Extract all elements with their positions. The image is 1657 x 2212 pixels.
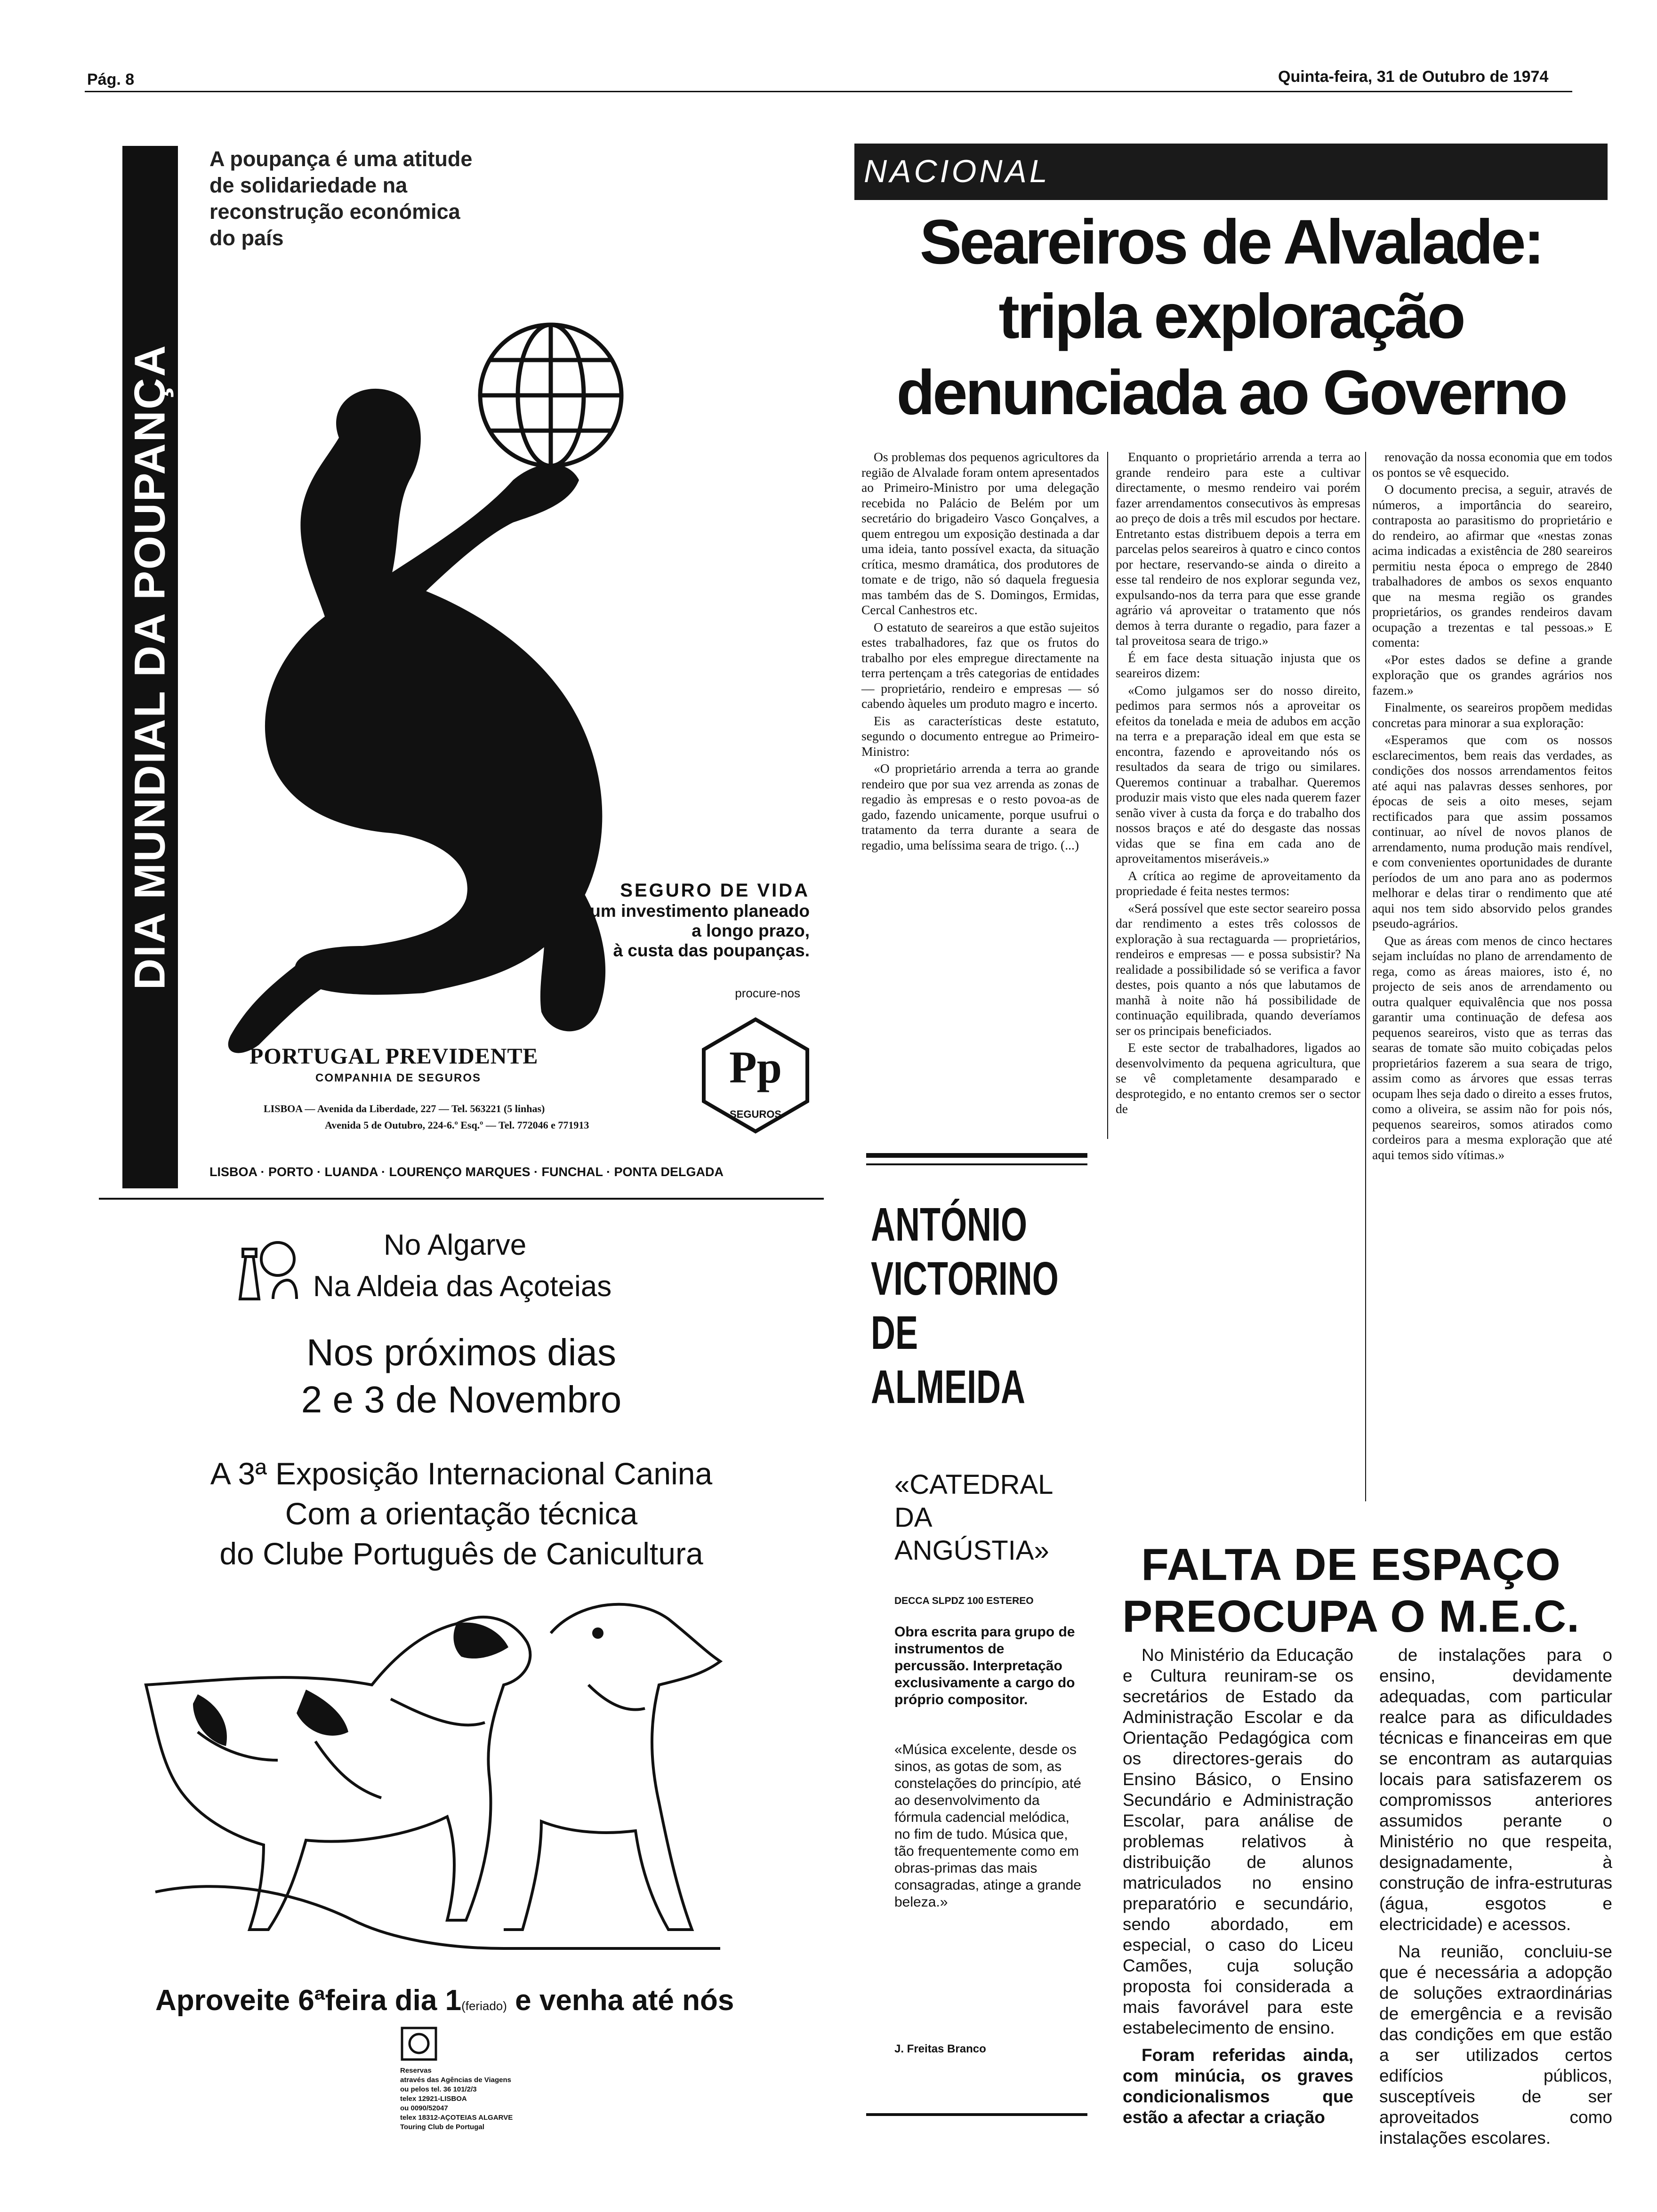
article-para: O estatuto de seareiros a que estão sujeitos estes trabalhadores, faz que os frutos do trabalho por eles empregue directamente na terra pertençam a três categorias de entidades — proprietário, rendeiro e empresas — só cabendo àqueles um produto magro e incerto. <box>861 619 1099 711</box>
globe-icon <box>480 325 621 466</box>
article-para: O documento precisa, a seguir, através de números, a importância do seareiro, contraposta ao parasitismo do proprietário e do rendeiro, ao afirmar que «nestas zonas acima indicadas a existência de 280 seareiros permitiu nesta época o emprego de 2840 trabalhadores de ambos os sexos enquanto que na mesma região os grandes proprietários, os grandes rendeiros davam ocupação a trezentas e tal pessoas.» E comenta: <box>1372 482 1612 649</box>
composer-name <box>871 1198 1059 1414</box>
savings-slogan: A poupança é uma atitude de solidariedade na reconstrução económica do país <box>209 147 473 250</box>
booking-info <box>400 2066 513 2132</box>
two-dogs-illustration <box>127 1591 810 1958</box>
composer-name-line: DE <box>871 1306 918 1359</box>
ad-line-1: No Algarve <box>384 1229 527 1261</box>
header-rule <box>85 91 1572 92</box>
column-rule-1 <box>1107 452 1108 1139</box>
bottom-slogan <box>155 1984 814 2017</box>
composer-name-line: ALMEIDA <box>871 1361 1025 1413</box>
vertical-title-band <box>122 146 178 1188</box>
album-top-rule <box>866 1153 1087 1158</box>
mec-headline-2: PREOCUPA O M.E.C. <box>1122 1591 1580 1642</box>
kneeling-figure-illustration <box>212 259 800 1097</box>
headline-line-2: tripla exploração <box>998 281 1464 352</box>
bottom-slogan-small: (feriado) <box>461 1999 507 2013</box>
article-para: Que as áreas com menos de cinco hectares sejam incluídas no plano de arrendamento de rega, como as áreas maiores, isto é, no projecto de seis anos de arrendamento ou outra qualquer equivalência que nos possa garantir uma continuação de defesa aos pequenos seareiros, visto que as terras das searas de tomate são muito cobiçadas pelos proprietários fazerem a sua seara de trigo, assim como as árvores que essas terras ocupam lhes seja dado o direito a esses frutos, como a oliveira, se assim não for pois nós, pequenos seareiros, somos atirados como cordeiros para a mesma exploração que até aqui temos sido vítimas.» <box>1372 933 1612 1162</box>
article-para: renovação da nossa economia que em todos os pontos se vê esquecido. <box>1372 449 1612 480</box>
ad-line-5: A 3ª Exposição Internacional Canina <box>210 1456 713 1491</box>
mec-para: No Ministério da Educação e Cultura reuniram-se os secretários de Estado da Administração Escolar e da Orientação Pedagógica com os directores-gerais do Ensino Básico, o Ensino Secundário e Administração Escolar, para análise de problemas relativos à distribuição de alunos matriculados no ensino preparatório e secundário, sendo abordado, em especial, o caso do Liceu Camões, cuja solução proposta foi considerada a mais favorável para este estabelecimento de ensino. <box>1123 1645 1353 2037</box>
article-para: «Por estes dados se define a grande exploração que os grandes agrários nos fazem.» <box>1372 652 1612 697</box>
section-banner <box>854 144 1608 200</box>
company-address-2: Avenida 5 de Outubro, 224-6.º Esq.º — Tel. 772046 e 771913 <box>325 1119 589 1131</box>
company-subtitle: COMPANHIA DE SEGUROS <box>315 1072 482 1084</box>
booking-line-7: Touring Club de Portugal <box>400 2123 484 2131</box>
article-para: «Será possível que este sector seareiro possa dar rendimento a estes três colossos de exploração à sua rectaguarda — proprietários, rendeiros e empresas — e possa subsistir? Na realidade a possibilidade só se verifica a favor destes, pois quanto a nós que labutamos de manhã à noite não há possibilidade de continuação equilibrada, quando deveríamos ser os principais beneficiados. <box>1116 900 1360 1038</box>
office-cities: LISBOA · PORTO · LUANDA · LOURENÇO MARQUES · FUNCHAL · PONTA DELGADA <box>209 1165 724 1179</box>
mec-para: Na reunião, concluiu-se que é necessária a adopção de soluções extraordinárias de emergência e a revisão das condições em que estão a ser utilizados certos edifícios públicos, susceptíveis de ser aproveitados como instalações escolares. <box>1379 1942 1612 2148</box>
article-para: «Como julgamos ser do nosso direito, pedimos para sermos nós a aproveitar os efeitos da tonelada e meia de adubos em acção na terra e a preparação ideal em que esta se encontra, fazendo e aproveitando nós os resultados da seara de trigo ou similares. Queremos continuar a trabalhar. Queremos produzir mais visto que eles nada querem fazer senão viver à custa da força e do trabalho dos nossos braços e até do desgaste das nossas vidas que se fina em cada ano de aproveitamentos miseráveis.» <box>1116 682 1360 866</box>
issue-date: Quinta-feira, 31 de Outubro de 1974 <box>1278 68 1549 86</box>
article-para: «Esperamos que com os nossos esclarecimentos, bem reais das verdades, as condições dos nossos arrendamentos feitos até aqui nas palavras desses senhores, por épocas de seis a oito meses, sejam rectificados para que assim possamos continuar, ao nível de novos planos de arrendamento, numa produção mais rendível, e com convenientes oportunidades de durante períodos de um ano para ano as podermos melhorar e delas tirar o rendimento que até aqui nos tem sido absorvido pelos grandes pseudo-agrários. <box>1372 732 1612 930</box>
booking-line-2: através das Agências de Viagens <box>400 2076 511 2084</box>
procure-nos: procure-nos <box>735 986 800 1000</box>
vertical-title: DIA MUNDIAL DA POUPANÇA <box>126 344 174 990</box>
insurance-heading: SEGURO DE VIDA <box>620 880 810 901</box>
ad-line-4: 2 e 3 de Novembro <box>301 1378 622 1420</box>
company-name: PORTUGAL PREVIDENTE <box>249 1044 539 1069</box>
mec-para: Foram referidas ainda, com minúcia, os graves condicionalismos que estão a afectar a criação <box>1123 2045 1353 2127</box>
booking-line-4: telex 12921-LISBOA <box>400 2095 467 2103</box>
page-number: Pág. 8 <box>87 71 135 88</box>
article-para: É em face desta situação injusta que os seareiros dizem: <box>1116 650 1360 680</box>
ad-line-3: Nos próximos dias <box>306 1331 616 1373</box>
insurance-block <box>447 880 810 961</box>
mec-para: de instalações para o ensino, devidamente adequadas, com particular realce para as dificuldades técnicas e financeiras em que se encontram as autarquias locais para satisfazerem os compromissos anteriores assumidos perante o Ministério no que respeita, designadamente, à construção de infra-estruturas (água, esgotos e electricidade) e acessos. <box>1379 1645 1612 1934</box>
bottom-slogan-a: Aproveite 6ªfeira dia 1 <box>155 1984 462 2017</box>
article-para: «O proprietário arrenda a terra ao grande rendeiro que por sua vez arrenda as zonas de regadio às empresas e o resto povoa-as de gado, fazendo unicamente, porque usufrui o tratamento da terra durante a seara de regadio, uma belíssima seara de trigo. (...) <box>861 761 1099 852</box>
ad-divider <box>99 1198 824 1200</box>
article-col-2 <box>1116 449 1360 1119</box>
touring-club-logo <box>400 2026 438 2061</box>
article-para: Finalmente, os seareiros propõem medidas concretas para minorar a sua exploração: <box>1372 700 1612 730</box>
insurance-line-2: a longo prazo, <box>692 921 810 940</box>
article-para: E este sector de trabalhadores, ligados ao desenvolvimento da pequena agricultura, que se vê completamente desamparado e desprotegido, e no entanto cremos ser o sector de <box>1116 1040 1360 1116</box>
headline-line-1: Seareiros de Alvalade: <box>919 207 1543 277</box>
savings-ad <box>118 141 824 1191</box>
article-col-1 <box>861 449 1099 855</box>
ad-line-7: do Clube Português de Canicultura <box>219 1536 703 1571</box>
ad-line-2: Na Aldeia das Açoteias <box>313 1270 612 1303</box>
bottom-slogan-b: e venha até nós <box>515 1984 734 2017</box>
pp-logo-text: Pp <box>729 1042 782 1092</box>
ad-line-6: Com a orientação técnica <box>285 1496 638 1531</box>
pp-logo-sub: SEGUROS <box>729 1108 782 1120</box>
article-para: Enquanto o proprietário arrenda a terra ao grande rendeiro para este a cultivar directamente, o mesmo rendeiro vai porém fazer arrendamentos consecutivos às empresas ao preço de dois a três mil escudos por hectare. Entretanto estas distribuem depois a terra em parcelas pelos seareiros à quatro e cinco contos por hectare, reservando-se ainda o direito a esse tal rendeiro de nos explorar segunda vez, expulsando-nos da terra para que esse grande agrário vá aproveitar o tratamento que nós demos à terra durante o regadio, para fazer a tal proveitosa seara de trigo.» <box>1116 449 1360 648</box>
album-author: J. Freitas Branco <box>894 2043 986 2055</box>
lighthouse-sun-icon <box>226 1238 306 1304</box>
mec-col-1 <box>1123 1645 1353 2134</box>
album-bottom-rule <box>866 2113 1087 2116</box>
insurance-line-3: à custa das poupanças. <box>613 941 810 960</box>
company-address-1: LISBOA — Avenida da Liberdade, 227 — Tel. 563221 (5 linhas) <box>264 1103 545 1114</box>
booking-line-6: telex 18312-AÇOTEIAS ALGARVE <box>400 2114 513 2122</box>
insurance-line-1: é um investimento planeado <box>575 901 810 921</box>
mec-col-2 <box>1379 1645 1612 2155</box>
album-top-rule <box>866 1163 1087 1165</box>
booking-line-1: Reservas <box>400 2067 432 2075</box>
article-col-3 <box>1372 449 1612 1164</box>
album-box <box>866 1153 1087 2123</box>
dog-show-ad <box>99 1205 824 2174</box>
composer-name-line: ANTÓNIO <box>871 1198 1027 1251</box>
composer-name-line: VICTORINO <box>871 1252 1059 1305</box>
article-para: Os problemas dos pequenos agricultores da região de Alvalade foram ontem apresentados ao Primeiro-Ministro por uma delegação recebida no Palácio de Belém por um secretário do brigadeiro Vasco Gonçalves, a quem entregou um exposição destinada a dar uma ideia, tanto possível exacta, da situação crítica, mesmo dramática, dos produtores de tomate e de trigo, não só daquela freguesia mas também das de S. Domingos, Ermidas, Cercal Canhestros etc. <box>861 449 1099 617</box>
section-label: NACIONAL <box>864 153 1050 189</box>
booking-line-3: ou pelos tel. 36 101/2/3 <box>400 2085 477 2093</box>
album-title: «CATEDRAL DA ANGÚSTIA» <box>894 1469 1053 1566</box>
album-description: Obra escrita para grupo de instrumentos de percussão. Interpretação exclusivamente a cargo do próprio compositor. <box>894 1624 1075 1707</box>
mec-headline-1: FALTA DE ESPAÇO <box>1141 1539 1561 1590</box>
album-quote: «Música excelente, desde os sinos, as gotas de som, as constelações do princípio, até ao desenvolvimento da fórmula cadencial melódica, no fim de tudo. Música que, tão frequentemente como em obras-primas das mais consagradas, atinge a grande beleza.» <box>894 1742 1081 1910</box>
article-para: Eis as características deste estatuto, segundo o documento entregue ao Primeiro-Ministro: <box>861 713 1099 759</box>
column-rule-2 <box>1365 452 1366 1501</box>
headline-line-3: denunciada ao Governo <box>896 358 1566 428</box>
article-para: A crítica ao regime de aproveitamento da propriedade é feita nestes termos: <box>1116 868 1360 898</box>
booking-line-5: ou 0090/52047 <box>400 2104 448 2112</box>
album-label: DECCA SLPDZ 100 ESTEREO <box>894 1595 1034 1606</box>
